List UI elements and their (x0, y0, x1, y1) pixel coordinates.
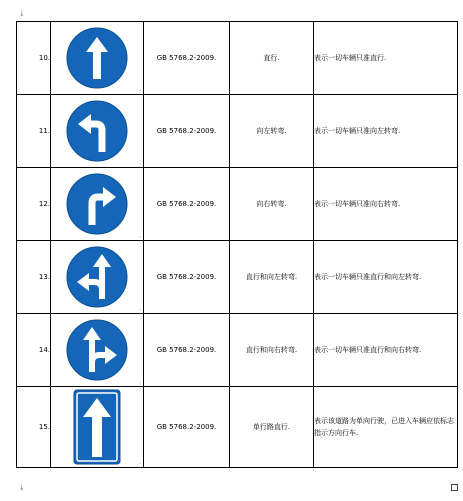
sign-name: 向左转弯. (230, 95, 314, 168)
traffic-sign-table (16, 21, 458, 468)
table-row (17, 95, 458, 168)
sign-description: 表示一切车辆只准直行和向右转弯. (314, 314, 458, 387)
standard-code: GB 5768.2-2009. (144, 95, 230, 168)
sign-cell: . (51, 22, 144, 95)
sign-name: 直行和向左转弯. (230, 241, 314, 314)
sign-cell: . (51, 241, 144, 314)
sign-description: 表示一切车辆只准向右转弯. (314, 168, 458, 241)
table-row (17, 387, 458, 468)
standard-code: GB 5768.2-2009. (144, 22, 230, 95)
table-resize-handle[interactable] (451, 484, 458, 491)
row-number: 11. (17, 95, 51, 168)
table-row (17, 168, 458, 241)
one-way-straight-icon (73, 389, 121, 465)
sign-name: 单行路直行. (230, 387, 314, 468)
standard-code: GB 5768.2-2009. (144, 168, 230, 241)
sign-description: 表示一切车辆只准直行和向左转弯. (314, 241, 458, 314)
row-number: 10. (17, 22, 51, 95)
sign-cell: . (51, 168, 144, 241)
paragraph-mark: ↓ (19, 484, 25, 492)
straight-icon (66, 27, 128, 89)
standard-code: GB 5768.2-2009. (144, 387, 230, 468)
sign-cell: . (51, 387, 144, 468)
row-number: 13. (17, 241, 51, 314)
standard-code: GB 5768.2-2009. (144, 241, 230, 314)
standard-code: GB 5768.2-2009. (144, 314, 230, 387)
sign-description: 表示该道路为单向行驶，已进入车辆应依标志指示方向行车. (314, 387, 458, 468)
row-number: 15. (17, 387, 51, 468)
sign-cell: . (51, 95, 144, 168)
turn-left-icon (66, 100, 128, 162)
sign-name: 直行. (230, 22, 314, 95)
table-row (17, 314, 458, 387)
row-number: 12. (17, 168, 51, 241)
table-row (17, 22, 458, 95)
turn-right-icon (66, 173, 128, 235)
row-number: 14. (17, 314, 51, 387)
sign-cell: . (51, 314, 144, 387)
straight-and-left-icon (66, 246, 128, 308)
sign-description: 表示一切车辆只准直行. (314, 22, 458, 95)
sign-name: 向右转弯. (230, 168, 314, 241)
sign-description: 表示一切车辆只准向左转弯. (314, 95, 458, 168)
table-row (17, 241, 458, 314)
straight-and-right-icon (66, 319, 128, 381)
paragraph-mark: ↓ (19, 10, 25, 18)
sign-name: 直行和向右转弯. (230, 314, 314, 387)
